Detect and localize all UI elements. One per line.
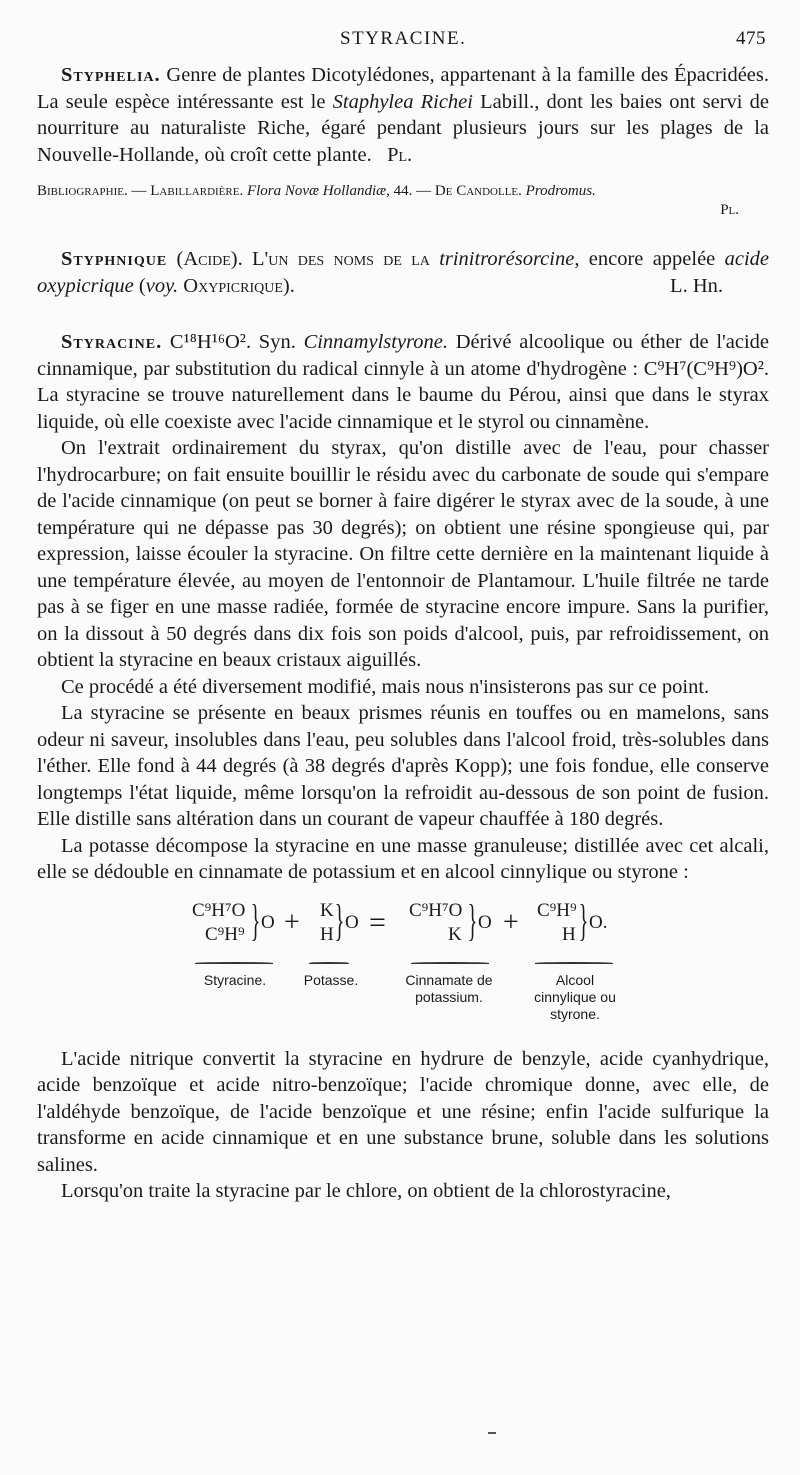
headword-styphelia: Styphelia.: [61, 64, 161, 86]
species-name: Staphylea Richei: [332, 90, 473, 113]
label-styracine: Styracine.: [203, 971, 267, 988]
bibliography: Bibliographie. — Labillardière. Flora Novæ Hollandiæ, 44. — De Candolle. Prodromus. Pl.: [37, 183, 739, 218]
paragraph: La potasse décompose la styracine en une masse granuleuse; distillée avec cet alcali, elle se dédouble en cinnamate de potassium et en alcool cinnylique ou styrone :: [37, 834, 769, 883]
entry-author: L. Hn.: [670, 274, 723, 297]
page-body: [37, 62, 769, 1205]
chemical-equation: C⁹H⁷O C⁹H⁹ } O + K H } O = C⁹H⁷O K } O + C⁹H⁹ H } O. Styracine. Potasse. Cinnamate de potassium. Alcool cinnylique ou styrone.: [37, 894, 769, 1032]
paragraph: Ce procédé a été diversement modifié, mais nous n'insisterons pas sur ce point.: [61, 675, 710, 698]
paragraph: La styracine se présente en beaux prismes réunis en touffes ou en mamelons, sans odeur ni saveur, insolubles dans l'eau, peu solubles dans l'alcool froid, très-solubles dans l'éther. Elle fond à 44 degrés (à 38 degrés d'après Kopp); une fois fondue, elle conserve longtemps l'état liquide, même lorsqu'on la refroidit au-dessous de son point de fusion. Elle distille sans altération dans un courant de vapeur chauffée à 180 degrés.: [37, 702, 769, 830]
entry-styphnique: Styphnique (Acide). L'un des noms de la trinitrorésorcine, encore appelée acide oxypicrique (voy. Oxypicrique). L. Hn.: [37, 246, 769, 299]
running-header: [0, 28, 800, 56]
entry-styphelia: Styphelia. Genre de plantes Dicotylédones, appartenant à la famille des Épacridées. La seule espèce intéressante est le Staphylea Richei Labill., dont les baies ont servi de nourriture au naturaliste Riche, égaré pendant plusieurs jours sur les plages de la Nouvelle-Hollande, où croît cette plante. Pl.: [37, 64, 769, 166]
paragraph: On l'extrait ordinairement du styrax, qu'on distille avec de l'eau, pour chasser l'hydrocarbure; on fait ensuite bouillir le résidu avec du carbonate de soude qui s'empare de l'acide cinnamique (on peut se borner à faire digérer le styrax avec de la soude, à une température qui ne dépasse pas 30 degrés); on obtient une résine spongieuse qui, par expression, laisse écouler la styracine. On filtre cette dernière en la maintenant liquide à une température élevée, au moyen de l'entonnoir de Plantamour. L'huile filtrée ne tarde pas à se figer en une masse radiée, formée de styracine encore impure. Sans la purifier, on la dissout à 50 degrés dans dix fois son poids d'alcool, puis, par refroidissement, on obtient la styracine en beaux cristaux aiguillés.: [37, 437, 769, 671]
page-number: 475: [736, 28, 766, 49]
paragraph: L'acide nitrique convertit la styracine en hydrure de benzyle, acide cyanhydrique, acide benzoïque et acide nitro-benzoïque; l'acide chromique donne, avec elle, de l'aldéhyde benzoïque, de l'acide benzoïque et une résine; enfin l'acide sulfurique la transforme en acide cinnamique et en une substance brune, soluble dans les solutions salines.: [37, 1047, 769, 1176]
synonym: Cinnamylstyrone.: [303, 331, 448, 353]
headword-styphnique: Styphnique: [61, 248, 168, 270]
label-cinnamate: Cinnamate de potassium.: [405, 971, 493, 1005]
entry-author: Pl.: [387, 143, 413, 166]
entry-styracine: Styracine. C¹⁸H¹⁶O². Syn. Cinnamylstyrone. Dérivé alcoolique ou éther de l'acide cinnamique, par substitution du radical cinnyle à un atome d'hydrogène : C⁹H⁷(C⁹H⁹)O². La styracine se trouve naturellement dans le baume du Pérou, ainsi que dans le styrax liquide, où elle coexiste avec l'acide cinnamique et le styrol ou cinnamène.: [37, 331, 769, 433]
label-potasse: Potasse.: [303, 971, 359, 988]
label-alcool: Alcool cinnylique ou styrone.: [534, 971, 616, 1022]
header-title: STYRACINE.: [340, 28, 467, 49]
headword-styracine: Styracine.: [61, 331, 163, 353]
paragraph: Lorsqu'on traite la styracine par le chlore, on obtient de la chlorostyracine,: [61, 1180, 671, 1202]
page-mark: [488, 1432, 496, 1434]
bibliography-author: Pl.: [720, 202, 739, 218]
